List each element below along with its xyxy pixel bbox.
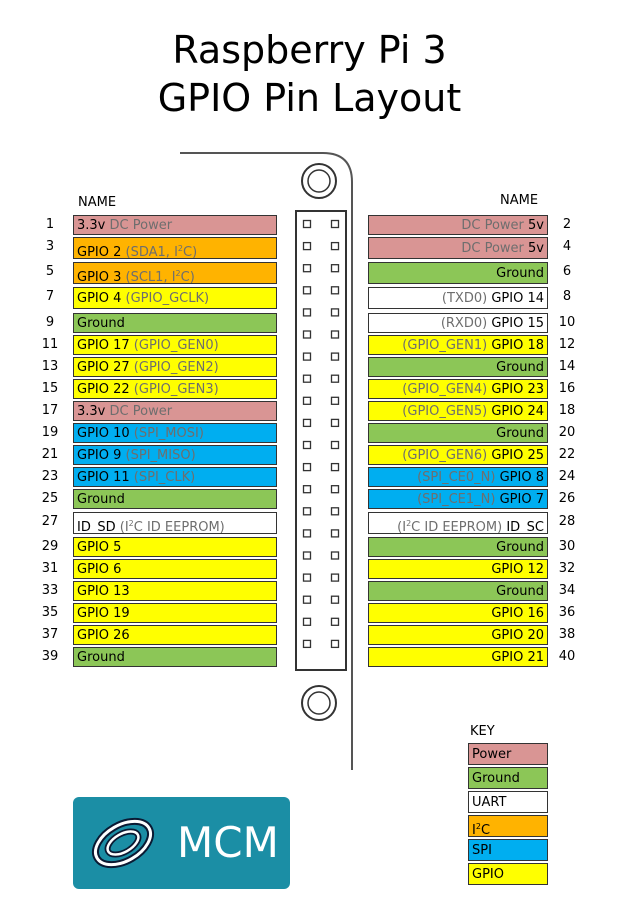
pin-label-20 bbox=[368, 423, 548, 443]
title-line-1: Raspberry Pi 3 bbox=[172, 28, 447, 72]
pin-name: ID_SC bbox=[506, 520, 544, 534]
pin-number: 21 bbox=[41, 447, 59, 462]
pin-label-10 bbox=[368, 313, 548, 333]
pin-function: (I bbox=[397, 520, 407, 534]
pin-name: Ground bbox=[496, 540, 544, 555]
pin-number: 10 bbox=[558, 315, 576, 330]
header-pin bbox=[304, 508, 311, 515]
pin-label-9 bbox=[73, 313, 277, 333]
header-pin bbox=[332, 243, 339, 250]
pin-label-8 bbox=[368, 287, 548, 309]
pin-name: Ground bbox=[496, 360, 544, 375]
pin-number: 30 bbox=[558, 539, 576, 554]
pin-label-29 bbox=[73, 537, 277, 557]
pin-label-7 bbox=[73, 287, 277, 309]
key-label: GPIO bbox=[472, 867, 504, 882]
header-pin bbox=[332, 221, 339, 228]
header-pin bbox=[304, 331, 311, 338]
pin-function: (GPIO_GEN0) bbox=[133, 338, 219, 353]
pin-label-36 bbox=[368, 603, 548, 623]
pin-number: 39 bbox=[41, 649, 59, 664]
pin-name: ID_SD bbox=[77, 520, 116, 534]
pin-number: 29 bbox=[41, 539, 59, 554]
pin-label-4 bbox=[368, 237, 548, 259]
pin-function: (GPIO_GEN2) bbox=[133, 360, 219, 375]
pin-label-23 bbox=[73, 467, 277, 487]
pin-number: 2 bbox=[562, 217, 572, 232]
pin-name: 3.3v bbox=[77, 218, 106, 233]
pin-number: 25 bbox=[41, 491, 59, 506]
pin-function: DC Power bbox=[109, 218, 173, 233]
pin-function: DC Power bbox=[461, 241, 524, 256]
header-pin bbox=[332, 287, 339, 294]
header-pin bbox=[332, 464, 339, 471]
pin-function: (GPIO_GEN5) bbox=[402, 404, 488, 419]
header-pin bbox=[332, 618, 339, 625]
pin-name: GPIO 3 bbox=[77, 270, 122, 284]
pin-name: GPIO 14 bbox=[491, 291, 544, 306]
pin-label-19 bbox=[73, 423, 277, 443]
pin-label-28 bbox=[368, 512, 548, 534]
pin-name: Ground bbox=[496, 426, 544, 441]
pin-function: (GPIO_GEN6) bbox=[402, 448, 488, 463]
pin-function: (SPI_CE1_N) bbox=[417, 492, 496, 507]
header-pin bbox=[332, 442, 339, 449]
header-pin bbox=[304, 265, 311, 272]
pin-label-25 bbox=[73, 489, 277, 509]
pin-name: GPIO 21 bbox=[491, 650, 544, 665]
header-pin bbox=[304, 596, 311, 603]
pin-label-14 bbox=[368, 357, 548, 377]
header-pin bbox=[304, 552, 311, 559]
header-pin bbox=[332, 331, 339, 338]
header-pin bbox=[332, 486, 339, 493]
pin-label-35 bbox=[73, 603, 277, 623]
pin-number: 22 bbox=[558, 447, 576, 462]
superscript: 2 bbox=[177, 244, 183, 253]
pin-function: (GPIO_GEN3) bbox=[133, 382, 219, 397]
pin-label-3 bbox=[73, 237, 277, 259]
pin-number: 6 bbox=[562, 264, 572, 279]
pin-number: 19 bbox=[41, 425, 59, 440]
pin-label-38 bbox=[368, 625, 548, 645]
pin-label-24 bbox=[368, 467, 548, 487]
key-item-ground bbox=[468, 767, 548, 789]
header-pin bbox=[304, 464, 311, 471]
mcm-logo-mark bbox=[73, 797, 173, 889]
pin-function: (GPIO_GCLK) bbox=[125, 291, 210, 306]
pin-function: (SPI_CLK) bbox=[133, 470, 196, 485]
pin-function: DC Power bbox=[109, 404, 173, 419]
header-pin bbox=[304, 530, 311, 537]
pin-name: GPIO 23 bbox=[491, 382, 544, 397]
header-pin bbox=[332, 397, 339, 404]
mcm-logo-text: MCM bbox=[177, 818, 279, 867]
pin-function-tail: C ID EEPROM) bbox=[133, 520, 225, 534]
header-pin bbox=[332, 309, 339, 316]
pin-name: GPIO 19 bbox=[77, 606, 130, 621]
pin-function-tail: C) bbox=[180, 270, 195, 284]
pin-number: 40 bbox=[558, 649, 576, 664]
key-item-uart bbox=[468, 791, 548, 813]
pin-function: (I bbox=[119, 520, 129, 534]
left-name-header: NAME bbox=[78, 195, 117, 210]
pin-label-15 bbox=[73, 379, 277, 399]
pin-name: GPIO 4 bbox=[77, 291, 122, 306]
pin-label-18 bbox=[368, 401, 548, 421]
pin-number: 36 bbox=[558, 605, 576, 620]
pin-label-6 bbox=[368, 262, 548, 284]
header-pin bbox=[304, 618, 311, 625]
pin-number: 1 bbox=[45, 217, 55, 232]
pin-number: 18 bbox=[558, 403, 576, 418]
pin-function-tail: C ID EEPROM) bbox=[411, 520, 503, 534]
pin-number: 33 bbox=[41, 583, 59, 598]
key-title: KEY bbox=[470, 724, 495, 739]
pin-name: GPIO 20 bbox=[491, 628, 544, 643]
pin-number: 17 bbox=[41, 403, 59, 418]
pin-name: GPIO 26 bbox=[77, 628, 130, 643]
pin-number: 32 bbox=[558, 561, 576, 576]
key-item-gpio bbox=[468, 863, 548, 885]
header-pin bbox=[304, 221, 311, 228]
header-pin bbox=[304, 309, 311, 316]
header-pin bbox=[332, 508, 339, 515]
header-pin bbox=[332, 596, 339, 603]
key-label: Power bbox=[472, 747, 512, 762]
pin-label-21 bbox=[73, 445, 277, 465]
header-pin bbox=[332, 353, 339, 360]
pin-number: 26 bbox=[558, 491, 576, 506]
pin-number: 7 bbox=[45, 289, 55, 304]
header-pin bbox=[332, 375, 339, 382]
pin-name: Ground bbox=[77, 492, 125, 507]
key-label: UART bbox=[472, 795, 507, 810]
pin-name: GPIO 9 bbox=[77, 448, 122, 463]
pin-name: GPIO 10 bbox=[77, 426, 130, 441]
pin-name: GPIO 15 bbox=[491, 316, 544, 331]
superscript: 2 bbox=[175, 269, 181, 278]
pin-label-31 bbox=[73, 559, 277, 579]
pin-number: 20 bbox=[558, 425, 576, 440]
key-label-tail: C bbox=[480, 823, 491, 838]
pin-name: GPIO 24 bbox=[491, 404, 544, 419]
pin-name: Ground bbox=[77, 316, 125, 331]
pin-function: (SDA1, I bbox=[125, 245, 178, 259]
pin-function: (GPIO_GEN1) bbox=[402, 338, 488, 353]
key-item-spi bbox=[468, 839, 548, 861]
pin-label-32 bbox=[368, 559, 548, 579]
pin-name: Ground bbox=[496, 266, 544, 281]
mounting-hole-top bbox=[302, 164, 336, 198]
pin-label-39 bbox=[73, 647, 277, 667]
header-pin bbox=[332, 574, 339, 581]
pin-label-33 bbox=[73, 581, 277, 601]
superscript: 2 bbox=[406, 519, 412, 528]
pin-label-16 bbox=[368, 379, 548, 399]
pin-name: GPIO 5 bbox=[77, 540, 122, 555]
pin-number: 15 bbox=[41, 381, 59, 396]
header-pin bbox=[304, 640, 311, 647]
key-label: I bbox=[472, 823, 476, 838]
pin-number: 11 bbox=[41, 337, 59, 352]
pin-label-2 bbox=[368, 215, 548, 235]
pin-number: 38 bbox=[558, 627, 576, 642]
pin-label-40 bbox=[368, 647, 548, 667]
header-pin bbox=[304, 397, 311, 404]
pin-number: 4 bbox=[562, 239, 572, 254]
pin-number: 24 bbox=[558, 469, 576, 484]
header-pin bbox=[304, 353, 311, 360]
pin-function: (SPI_CE0_N) bbox=[417, 470, 496, 485]
pin-name: GPIO 18 bbox=[491, 338, 544, 353]
pin-label-11 bbox=[73, 335, 277, 355]
pin-function-tail: C) bbox=[183, 245, 198, 259]
pin-number: 35 bbox=[41, 605, 59, 620]
pin-name: GPIO 16 bbox=[491, 606, 544, 621]
pin-name: GPIO 11 bbox=[77, 470, 130, 485]
pin-number: 12 bbox=[558, 337, 576, 352]
pin-label-12 bbox=[368, 335, 548, 355]
header-pin bbox=[304, 442, 311, 449]
pin-label-34 bbox=[368, 581, 548, 601]
pin-label-1 bbox=[73, 215, 277, 235]
header-pin bbox=[304, 243, 311, 250]
key-item-i2c bbox=[468, 815, 548, 837]
pin-name: 5v bbox=[528, 241, 544, 256]
pin-name: GPIO 22 bbox=[77, 382, 130, 397]
key-item-power bbox=[468, 743, 548, 765]
pin-label-17 bbox=[73, 401, 277, 421]
pin-function: (TXD0) bbox=[441, 291, 488, 306]
pin-label-27 bbox=[73, 512, 277, 534]
pin-name: 3.3v bbox=[77, 404, 106, 419]
header-pin bbox=[332, 265, 339, 272]
pin-number: 16 bbox=[558, 381, 576, 396]
pin-number: 23 bbox=[41, 469, 59, 484]
pin-name: GPIO 12 bbox=[491, 562, 544, 577]
superscript: 2 bbox=[128, 519, 134, 528]
header-pin bbox=[304, 419, 311, 426]
pin-function: (SPI_MISO) bbox=[125, 448, 196, 463]
pin-number: 37 bbox=[41, 627, 59, 642]
pin-function: DC Power bbox=[461, 218, 524, 233]
pin-number: 14 bbox=[558, 359, 576, 374]
mcm-logo bbox=[73, 797, 290, 889]
pin-number: 5 bbox=[45, 264, 55, 279]
pin-number: 34 bbox=[558, 583, 576, 598]
pin-number: 8 bbox=[562, 289, 572, 304]
header-pin bbox=[304, 574, 311, 581]
pin-label-22 bbox=[368, 445, 548, 465]
pin-name: GPIO 2 bbox=[77, 245, 122, 259]
pin-name: GPIO 6 bbox=[77, 562, 122, 577]
header-pin bbox=[332, 530, 339, 537]
pin-function: (RXD0) bbox=[440, 316, 488, 331]
pin-label-37 bbox=[73, 625, 277, 645]
pin-label-30 bbox=[368, 537, 548, 557]
pin-label-5 bbox=[73, 262, 277, 284]
pin-name: Ground bbox=[77, 650, 125, 665]
pin-name: GPIO 13 bbox=[77, 584, 130, 599]
pin-number: 27 bbox=[41, 514, 59, 529]
pin-name: GPIO 17 bbox=[77, 338, 130, 353]
right-name-header: NAME bbox=[500, 193, 539, 208]
pin-label-13 bbox=[73, 357, 277, 377]
title-line-2: GPIO Pin Layout bbox=[157, 76, 462, 120]
header-pin bbox=[304, 287, 311, 294]
pin-function: (GPIO_GEN4) bbox=[402, 382, 488, 397]
pin-function: (SPI_MOSI) bbox=[133, 426, 204, 441]
pin-label-26 bbox=[368, 489, 548, 509]
header-pin bbox=[304, 375, 311, 382]
pin-number: 9 bbox=[45, 315, 55, 330]
pin-number: 13 bbox=[41, 359, 59, 374]
pin-number: 28 bbox=[558, 514, 576, 529]
key-label: SPI bbox=[472, 843, 492, 858]
pin-name: GPIO 7 bbox=[499, 492, 544, 507]
pin-number: 31 bbox=[41, 561, 59, 576]
header-pin bbox=[332, 552, 339, 559]
header-pin bbox=[332, 640, 339, 647]
pin-name: GPIO 25 bbox=[491, 448, 544, 463]
key-label: Ground bbox=[472, 771, 520, 786]
pin-name: GPIO 8 bbox=[499, 470, 544, 485]
pin-name: 5v bbox=[528, 218, 544, 233]
pin-function: (SCL1, I bbox=[125, 270, 176, 284]
pin-number: 3 bbox=[45, 239, 55, 254]
pin-name: Ground bbox=[496, 584, 544, 599]
header-pin bbox=[304, 486, 311, 493]
pin-name: GPIO 27 bbox=[77, 360, 130, 375]
header-pin bbox=[332, 419, 339, 426]
mounting-hole-bottom bbox=[302, 686, 336, 720]
superscript: 2 bbox=[475, 822, 481, 831]
